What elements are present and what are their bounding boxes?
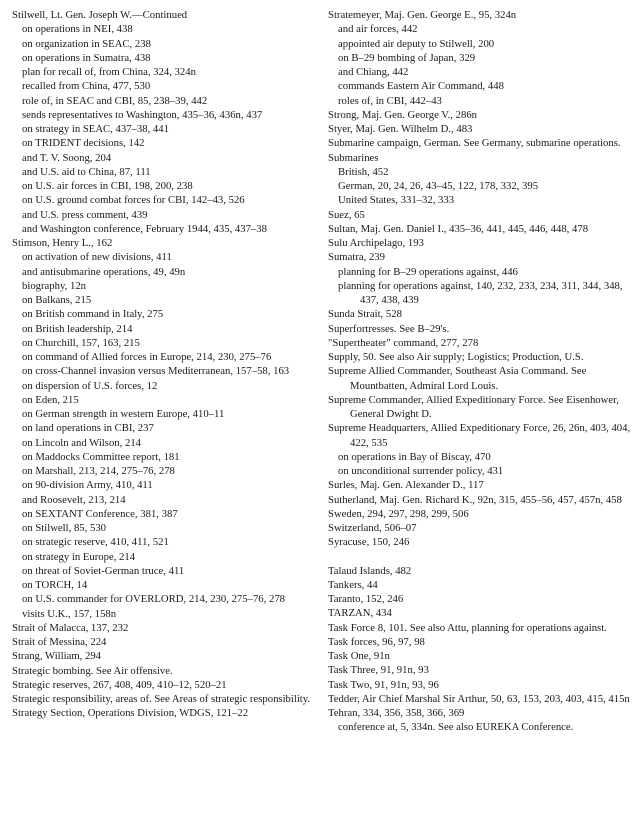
index-entry: Sunda Strait, 528 bbox=[328, 308, 402, 321]
index-entry: Taranto, 152, 246 bbox=[328, 593, 404, 605]
index-entry: Tehran, 334, 356, 358, 366, 369 bbox=[328, 707, 465, 719]
index-subentry: on Balkans, 215 bbox=[22, 294, 92, 306]
index-subentry: on cross-Channel invasion versus Mediterranean, 157–58, 163 bbox=[22, 365, 290, 378]
index-subentry: recalled from China, 477, 530 bbox=[22, 80, 151, 93]
index-subentry: on command of Allied forces in Europe, 214, 230, 275–76 bbox=[22, 351, 272, 363]
index-subentry: on Maddocks Committee report, 181 bbox=[22, 450, 180, 463]
index-entry: Task forces, 96, 97, 98 bbox=[328, 635, 425, 648]
index-entry: Supply, 50. See also Air supply; Logistics; Production, U.S. bbox=[328, 351, 584, 363]
index-subentry: on operations in NEI, 438 bbox=[22, 23, 133, 36]
index-entry: Tedder, Air Chief Marshal Sir Arthur, 50, 63, 153, 203, 403, 415, 415n bbox=[328, 692, 630, 705]
index-subentry: role of, in SEAC and CBI, 85, 238–39, 442 bbox=[22, 94, 208, 107]
index-subentry: on TORCH, 14 bbox=[22, 579, 88, 591]
index-subentry: on German strength in western Europe, 410–11 bbox=[22, 408, 225, 420]
index-entry: Supreme Headquarters, Allied Expeditionary Force, 26, 26n, 403, 404, 422, 535 bbox=[328, 422, 631, 449]
index-entry: TARZAN, 434 bbox=[328, 607, 392, 620]
index-subentry: commands Eastern Air Command, 448 bbox=[338, 80, 504, 93]
index-subentry: conference at, 5, 334n. See also EUREKA Conference. bbox=[338, 721, 574, 734]
index-subentry: on U.S. ground combat forces for CBI, 142–43, 526 bbox=[22, 194, 245, 207]
index-subentry: United States, 331–32, 333 bbox=[338, 194, 455, 207]
index-entry: Stilwell, Lt. Gen. Joseph W.—Continued bbox=[12, 9, 188, 21]
index-entry: Strategic bombing. See Air offensive. bbox=[12, 664, 173, 677]
index-subentry: planning for B–29 operations against, 446 bbox=[338, 265, 518, 278]
index-subentry: on strategy in SEAC, 437–38, 441 bbox=[22, 123, 169, 135]
index-subentry: on dispersion of U.S. forces, 12 bbox=[22, 379, 158, 392]
index-subentry: on Stilwell, 85, 530 bbox=[22, 522, 107, 534]
index-subentry: on operations in Sumatra, 438 bbox=[22, 51, 151, 64]
index-subentry: on TRIDENT decisions, 142 bbox=[22, 137, 145, 150]
index-entry: Task Force 8, 101. See also Attu, planning for operations against. bbox=[328, 621, 607, 634]
index-subentry: German, 20, 24, 26, 43–45, 122, 178, 332, 395 bbox=[338, 180, 539, 192]
index-subentry: on Lincoln and Wilson, 214 bbox=[22, 436, 142, 449]
index-entry: Tankers, 44 bbox=[328, 578, 378, 591]
index-entry: Sutherland, Maj. Gen. Richard K., 92n, 315, 455–56, 457, 457n, 458 bbox=[328, 493, 622, 506]
index-subentry: on organization in SEAC, 238 bbox=[22, 37, 151, 50]
index-entry: Submarines bbox=[328, 151, 379, 164]
index-entry: Sumatra, 239 bbox=[328, 251, 385, 264]
index-subentry: on SEXTANT Conference, 381, 387 bbox=[22, 507, 178, 520]
index-column-left bbox=[12, 8, 312, 721]
index-subentry: and air forces, 442 bbox=[338, 23, 418, 36]
index-subentry: plan for recall of, from China, 324, 324n bbox=[22, 66, 196, 78]
index-entry: Styer, Maj. Gen. Wilhelm D., 483 bbox=[328, 123, 473, 135]
index-subentry: on threat of Soviet-German truce, 411 bbox=[22, 564, 185, 577]
index-entry: Stimson, Henry L., 162 bbox=[12, 237, 113, 249]
index-subentry: on Churchill, 157, 163, 215 bbox=[22, 336, 140, 349]
index-entry: Stratemeyer, Maj. Gen. George E., 95, 324n bbox=[328, 9, 517, 21]
index-entry: Strang, William, 294 bbox=[12, 650, 102, 663]
index-subentry: on U.S. commander for OVERLORD, 214, 230, 275–76, 278 bbox=[22, 593, 286, 606]
index-subentry: on Marshall, 213, 214, 275–76, 278 bbox=[22, 465, 175, 477]
index-subentry: on B–29 bombing of Japan, 329 bbox=[338, 51, 476, 64]
index-entry: Talaud Islands, 482 bbox=[328, 564, 412, 577]
index-entry: Strategy Section, Operations Division, WDGS, 121–22 bbox=[12, 707, 249, 720]
index-entry: Strong, Maj. Gen. George V., 286n bbox=[328, 108, 478, 121]
index-entry: Strait of Messina, 224 bbox=[12, 636, 107, 648]
index-entry: Sweden, 294, 297, 298, 299, 506 bbox=[328, 507, 469, 520]
index-entry: "Supertheater" command, 277, 278 bbox=[328, 336, 479, 349]
index-subentry: appointed air deputy to Stilwell, 200 bbox=[338, 37, 495, 50]
index-subentry: on British leadership, 214 bbox=[22, 322, 133, 335]
index-subentry: visits U.K., 157, 158n bbox=[22, 607, 117, 620]
index-entry: Supreme Commander, Allied Expeditionary Force. See Eisenhower, General Dwight D. bbox=[328, 393, 619, 420]
index-subentry: sends representatives to Washington, 435–36, 436n, 437 bbox=[22, 108, 263, 121]
index-subentry: British, 452 bbox=[338, 165, 389, 178]
index-entry: Task Two, 91, 91n, 93, 96 bbox=[328, 678, 439, 691]
index-entry: Task Three, 91, 91n, 93 bbox=[328, 664, 429, 677]
index-entry: Sultan, Maj. Gen. Daniel I., 435–36, 441, 445, 446, 448, 478 bbox=[328, 222, 589, 235]
index-subentry: on Eden, 215 bbox=[22, 393, 79, 406]
index-entry: Superfortresses. See B–29's. bbox=[328, 322, 450, 335]
index-entry: Strategic reserves, 267, 408, 409, 410–12, 520–21 bbox=[12, 678, 227, 691]
index-entry: Task One, 91n bbox=[328, 650, 390, 662]
index-subentry: on operations in Bay of Biscay, 470 bbox=[338, 450, 491, 463]
index-subentry: on U.S. air forces in CBI, 198, 200, 238 bbox=[22, 180, 193, 192]
index-entry: Surles, Maj. Gen. Alexander D., 117 bbox=[328, 479, 484, 492]
index-subentry: and T. V. Soong, 204 bbox=[22, 151, 112, 164]
index-subentry: on land operations in CBI, 237 bbox=[22, 422, 154, 435]
index-subentry: and Washington conference, February 1944, 435, 437–38 bbox=[22, 222, 267, 235]
index-subentry: roles of, in CBI, 442–43 bbox=[338, 94, 442, 107]
index-subentry: and U.S. aid to China, 87, 111 bbox=[22, 165, 151, 178]
index-entry: Suez, 65 bbox=[328, 208, 365, 221]
index-entry: Syracuse, 150, 246 bbox=[328, 536, 410, 549]
index-subentry: on activation of new divisions, 411 bbox=[22, 251, 172, 264]
index-entry: Submarine campaign, German. See Germany, submarine operations. bbox=[328, 137, 621, 150]
index-subentry: biography, 12n bbox=[22, 279, 87, 292]
index-subentry: and U.S. press comment, 439 bbox=[22, 208, 148, 221]
index-entry: Sulu Archipelago, 193 bbox=[328, 237, 424, 249]
index-subentry: planning for operations against, 140, 232, 233, 234, 311, 344, 348, 437, 438, 439 bbox=[338, 279, 623, 306]
index-column-right bbox=[328, 8, 632, 735]
index-entry: Supreme Allied Commander, Southeast Asia Command. See Mountbatten, Admiral Lord Louis. bbox=[328, 365, 587, 392]
index-subentry: on unconditional surrender policy, 431 bbox=[338, 465, 504, 477]
index-entry: Strategic responsibility, areas of. See Areas of strategic responsibility. bbox=[12, 693, 311, 705]
index-subentry: on British command in Italy, 275 bbox=[22, 308, 164, 321]
index-subentry: on 90-division Army, 410, 411 bbox=[22, 479, 153, 492]
index-subentry: and antisubmarine operations, 49, 49n bbox=[22, 265, 186, 278]
index-subentry: on strategy in Europe, 214 bbox=[22, 550, 136, 563]
index-subentry: and Roosevelt, 213, 214 bbox=[22, 493, 126, 506]
index-entry: Switzerland, 506–07 bbox=[328, 522, 417, 534]
index-subentry: and Chiang, 442 bbox=[338, 66, 409, 78]
index-subentry: on strategic reserve, 410, 411, 521 bbox=[22, 536, 169, 549]
index-entry: Strait of Malacca, 137, 232 bbox=[12, 621, 129, 634]
